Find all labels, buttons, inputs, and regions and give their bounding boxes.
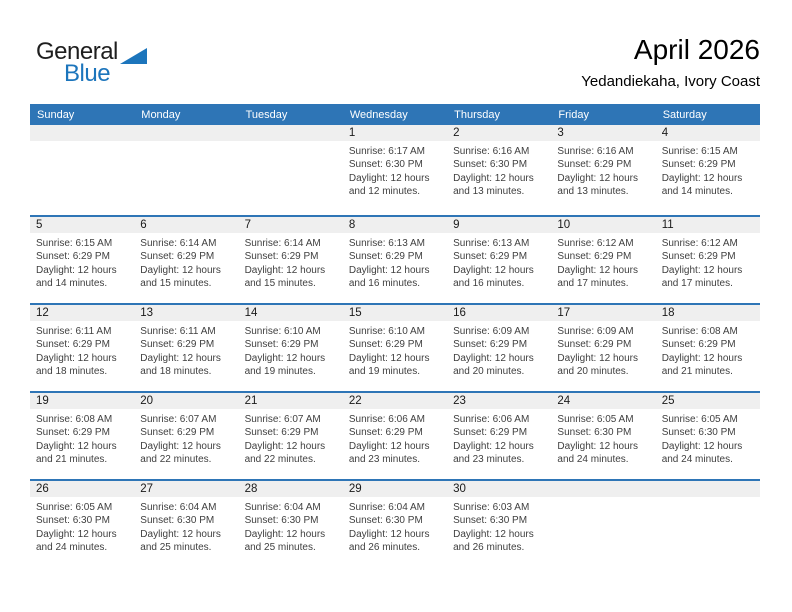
day-details [551,497,655,501]
day-number: 9 [447,217,551,233]
day-details [656,141,760,199]
detail-line: Sunrise: 6:14 AM [140,238,217,249]
logo-triangle-icon [120,48,147,64]
detail-line: Daylight: 12 hours [140,528,221,540]
day-details [30,321,134,379]
empty-day-cell [239,125,343,215]
day-details [447,233,551,291]
detail-line: Daylight: 12 hours [453,440,534,452]
detail-line: and 16 minutes. [453,278,525,290]
detail-line: and 24 minutes. [557,454,629,466]
detail-line: and 25 minutes. [140,542,212,554]
day-cell [447,481,551,567]
calendar-grid [30,125,760,567]
detail-line: Sunrise: 6:15 AM [36,238,113,249]
detail-line: and 14 minutes. [36,278,108,290]
detail-line: Daylight: 12 hours [36,264,117,276]
detail-line: Daylight: 12 hours [140,264,221,276]
detail-line: Daylight: 12 hours [140,352,221,364]
detail-line: Sunset: 6:29 PM [661,339,736,351]
day-number: 13 [134,305,238,321]
day-number: 10 [551,217,655,233]
detail-line: Sunrise: 6:13 AM [453,238,530,249]
detail-line: Sunrise: 6:16 AM [557,146,634,157]
day-cell [656,217,760,303]
detail-line: Daylight: 12 hours [348,264,430,276]
day-number: 5 [30,217,134,233]
weekday-thursday: Thursday [454,108,500,121]
day-cell [551,305,655,391]
detail-line: Sunrise: 6:10 AM [244,326,321,337]
day-number: 1 [343,125,447,141]
weekday-tuesday: Tuesday [245,108,288,121]
detail-line: Sunrise: 6:05 AM [36,502,113,513]
detail-line: and 25 minutes. [244,542,316,554]
day-details [30,233,134,291]
detail-line: Sunset: 6:29 PM [348,251,423,263]
day-number [551,481,655,497]
day-number: 26 [30,481,134,497]
day-details [30,141,134,145]
detail-line: Sunrise: 6:07 AM [244,414,321,425]
detail-line: Sunset: 6:29 PM [244,339,319,351]
detail-line: Sunrise: 6:14 AM [244,238,321,249]
day-details [343,321,447,379]
weekday-wednesday: Wednesday [349,108,408,121]
detail-line: Daylight: 12 hours [557,172,639,184]
detail-line: Sunrise: 6:04 AM [140,502,217,513]
day-details [551,409,655,467]
title-block [581,34,760,90]
detail-line: Daylight: 12 hours [348,172,430,184]
weekday-saturday: Saturday [662,108,707,121]
day-details [134,233,238,291]
detail-line: Sunrise: 6:13 AM [348,238,425,249]
detail-line: and 23 minutes. [453,454,525,466]
day-details [30,497,134,555]
detail-line: Sunset: 6:29 PM [140,427,215,439]
day-cell [447,125,551,215]
detail-line: Daylight: 12 hours [661,264,743,276]
empty-day-cell [656,481,760,567]
detail-line: and 13 minutes. [453,186,525,198]
day-number: 3 [551,125,655,141]
day-number: 25 [656,393,760,409]
day-cell [447,217,551,303]
detail-line: and 12 minutes. [348,186,421,198]
detail-line: Sunrise: 6:09 AM [453,326,530,337]
detail-line: Daylight: 12 hours [557,352,639,364]
week-row [30,125,760,215]
day-number: 20 [134,393,238,409]
detail-line: and 19 minutes. [244,366,316,378]
detail-line: Daylight: 12 hours [453,264,534,276]
day-number: 6 [134,217,238,233]
month-title: April 2026 [633,34,760,65]
detail-line: Sunset: 6:29 PM [36,251,110,263]
location-subtitle: Yedandiekaha, Ivory Coast [581,73,760,91]
weekday-friday: Friday [558,108,589,121]
detail-line: Daylight: 12 hours [453,352,534,364]
detail-line: Daylight: 12 hours [244,440,326,452]
weekday-monday: Monday [141,108,181,121]
detail-line: and 21 minutes. [661,366,733,378]
detail-line: Sunrise: 6:11 AM [140,326,216,337]
day-cell [30,393,134,479]
day-cell [239,217,343,303]
day-cell [343,393,447,479]
detail-line: Sunset: 6:30 PM [140,515,215,527]
day-cell [656,305,760,391]
day-number: 22 [343,393,447,409]
detail-line: Sunrise: 6:08 AM [36,414,113,425]
day-number: 24 [551,393,655,409]
detail-line: Sunset: 6:29 PM [661,251,736,263]
day-number: 21 [239,393,343,409]
empty-day-cell [30,125,134,215]
day-details [551,141,655,199]
detail-line: Sunrise: 6:05 AM [661,414,738,425]
detail-line: Sunrise: 6:04 AM [244,502,321,513]
detail-line: Sunset: 6:29 PM [244,251,319,263]
day-cell [343,125,447,215]
day-details [343,497,447,555]
detail-line: and 24 minutes. [36,542,108,554]
detail-line: Sunset: 6:30 PM [348,159,423,171]
day-details [447,321,551,379]
day-cell [30,217,134,303]
detail-line: and 20 minutes. [453,366,525,378]
day-details [656,233,760,291]
day-number: 4 [656,125,760,141]
detail-line: and 20 minutes. [557,366,629,378]
day-number: 19 [30,393,134,409]
day-cell [239,305,343,391]
detail-line: Sunset: 6:29 PM [36,427,110,439]
detail-line: and 17 minutes. [557,278,629,290]
day-details [656,409,760,467]
day-cell [30,305,134,391]
day-number: 16 [447,305,551,321]
detail-line: Sunset: 6:30 PM [453,159,528,171]
logo-text-blue: Blue [64,60,111,87]
day-number [134,125,238,141]
empty-day-cell [551,481,655,567]
detail-line: and 24 minutes. [661,454,733,466]
day-details [239,141,343,145]
logo-text-general: General [36,38,118,65]
detail-line: Sunrise: 6:06 AM [348,414,425,425]
day-cell [551,125,655,215]
day-cell [239,481,343,567]
weekday-header-row [30,104,760,125]
detail-line: and 15 minutes. [244,278,316,290]
day-details [551,233,655,291]
day-number [30,125,134,141]
day-details [30,409,134,467]
day-number: 17 [551,305,655,321]
detail-line: Sunset: 6:30 PM [453,515,528,527]
detail-line: Sunset: 6:29 PM [453,339,528,351]
day-cell [656,125,760,215]
detail-line: Daylight: 12 hours [661,440,743,452]
detail-line: Daylight: 12 hours [453,528,534,540]
detail-line: Daylight: 12 hours [348,352,430,364]
detail-line: Sunset: 6:29 PM [453,251,528,263]
detail-line: and 18 minutes. [140,366,212,378]
detail-line: and 26 minutes. [348,542,421,554]
day-cell [30,481,134,567]
day-details [134,409,238,467]
day-details [447,497,551,555]
day-details [134,141,238,145]
detail-line: Daylight: 12 hours [244,264,326,276]
detail-line: Daylight: 12 hours [348,440,430,452]
detail-line: and 18 minutes. [36,366,108,378]
day-number: 29 [343,481,447,497]
detail-line: Sunrise: 6:12 AM [557,238,634,249]
detail-line: Sunrise: 6:17 AM [348,146,425,157]
detail-line: Sunrise: 6:04 AM [348,502,425,513]
detail-line: and 26 minutes. [453,542,525,554]
detail-line: Daylight: 12 hours [661,352,743,364]
day-cell [239,393,343,479]
detail-line: Sunrise: 6:08 AM [661,326,738,337]
day-details [239,233,343,291]
detail-line: and 15 minutes. [140,278,212,290]
day-cell [343,481,447,567]
day-details [656,497,760,501]
detail-line: Daylight: 12 hours [36,352,117,364]
detail-line: and 21 minutes. [36,454,108,466]
detail-line: Daylight: 12 hours [36,528,117,540]
detail-line: Sunset: 6:29 PM [557,159,632,171]
detail-line: and 23 minutes. [348,454,421,466]
detail-line: Sunrise: 6:06 AM [453,414,530,425]
detail-line: Daylight: 12 hours [557,440,639,452]
detail-line: Daylight: 12 hours [244,352,326,364]
detail-line: and 14 minutes. [661,186,733,198]
detail-line: Sunset: 6:30 PM [244,515,319,527]
day-cell [134,217,238,303]
detail-line: Sunset: 6:29 PM [557,251,632,263]
detail-line: Daylight: 12 hours [36,440,117,452]
day-details [447,409,551,467]
detail-line: Daylight: 12 hours [348,528,430,540]
detail-line: Sunset: 6:30 PM [661,427,736,439]
day-details [343,409,447,467]
day-number [656,481,760,497]
day-number: 8 [343,217,447,233]
detail-line: Sunrise: 6:12 AM [661,238,738,249]
day-cell [134,481,238,567]
detail-line: Sunrise: 6:16 AM [453,146,530,157]
day-cell [343,305,447,391]
day-cell [134,305,238,391]
day-number: 12 [30,305,134,321]
day-number: 30 [447,481,551,497]
day-details [447,141,551,199]
detail-line: Sunrise: 6:09 AM [557,326,634,337]
detail-line: Sunrise: 6:11 AM [36,326,112,337]
detail-line: Sunset: 6:29 PM [36,339,110,351]
day-details [239,497,343,555]
day-number: 14 [239,305,343,321]
detail-line: Daylight: 12 hours [661,172,743,184]
day-number: 23 [447,393,551,409]
weekday-sunday: Sunday [37,108,75,121]
day-details [239,321,343,379]
day-number: 7 [239,217,343,233]
detail-line: Sunset: 6:30 PM [36,515,110,527]
day-details [551,321,655,379]
day-details [656,321,760,379]
detail-line: Daylight: 12 hours [453,172,534,184]
detail-line: Sunset: 6:29 PM [140,339,215,351]
detail-line: Sunset: 6:29 PM [348,427,423,439]
week-row [30,215,760,303]
detail-line: Sunrise: 6:03 AM [453,502,530,513]
detail-line: and 13 minutes. [557,186,629,198]
day-cell [447,393,551,479]
general-blue-logo [36,38,156,87]
day-number: 28 [239,481,343,497]
day-cell [134,393,238,479]
detail-line: Daylight: 12 hours [140,440,221,452]
day-number [239,125,343,141]
empty-day-cell [134,125,238,215]
week-row [30,391,760,479]
detail-line: Sunrise: 6:05 AM [557,414,634,425]
day-details [343,141,447,199]
detail-line: Sunset: 6:29 PM [453,427,528,439]
day-number: 11 [656,217,760,233]
detail-line: Sunrise: 6:15 AM [661,146,738,157]
day-cell [447,305,551,391]
detail-line: Daylight: 12 hours [557,264,639,276]
detail-line: and 19 minutes. [348,366,421,378]
detail-line: and 22 minutes. [140,454,212,466]
day-cell [551,217,655,303]
week-row [30,479,760,567]
detail-line: Sunset: 6:29 PM [348,339,423,351]
day-details [134,321,238,379]
detail-line: Sunset: 6:29 PM [244,427,319,439]
day-number: 15 [343,305,447,321]
calendar-table [30,104,760,567]
day-details [239,409,343,467]
day-cell [343,217,447,303]
detail-line: and 17 minutes. [661,278,733,290]
day-number: 2 [447,125,551,141]
detail-line: Sunrise: 6:10 AM [348,326,425,337]
detail-line: Sunset: 6:29 PM [661,159,736,171]
day-details [134,497,238,555]
day-number: 18 [656,305,760,321]
day-cell [551,393,655,479]
detail-line: Daylight: 12 hours [244,528,326,540]
day-details [343,233,447,291]
week-row [30,303,760,391]
detail-line: Sunset: 6:29 PM [557,339,632,351]
detail-line: Sunset: 6:30 PM [348,515,423,527]
detail-line: Sunset: 6:29 PM [140,251,215,263]
detail-line: and 16 minutes. [348,278,421,290]
day-number: 27 [134,481,238,497]
detail-line: and 22 minutes. [244,454,316,466]
detail-line: Sunrise: 6:07 AM [140,414,217,425]
day-cell [656,393,760,479]
detail-line: Sunset: 6:30 PM [557,427,632,439]
